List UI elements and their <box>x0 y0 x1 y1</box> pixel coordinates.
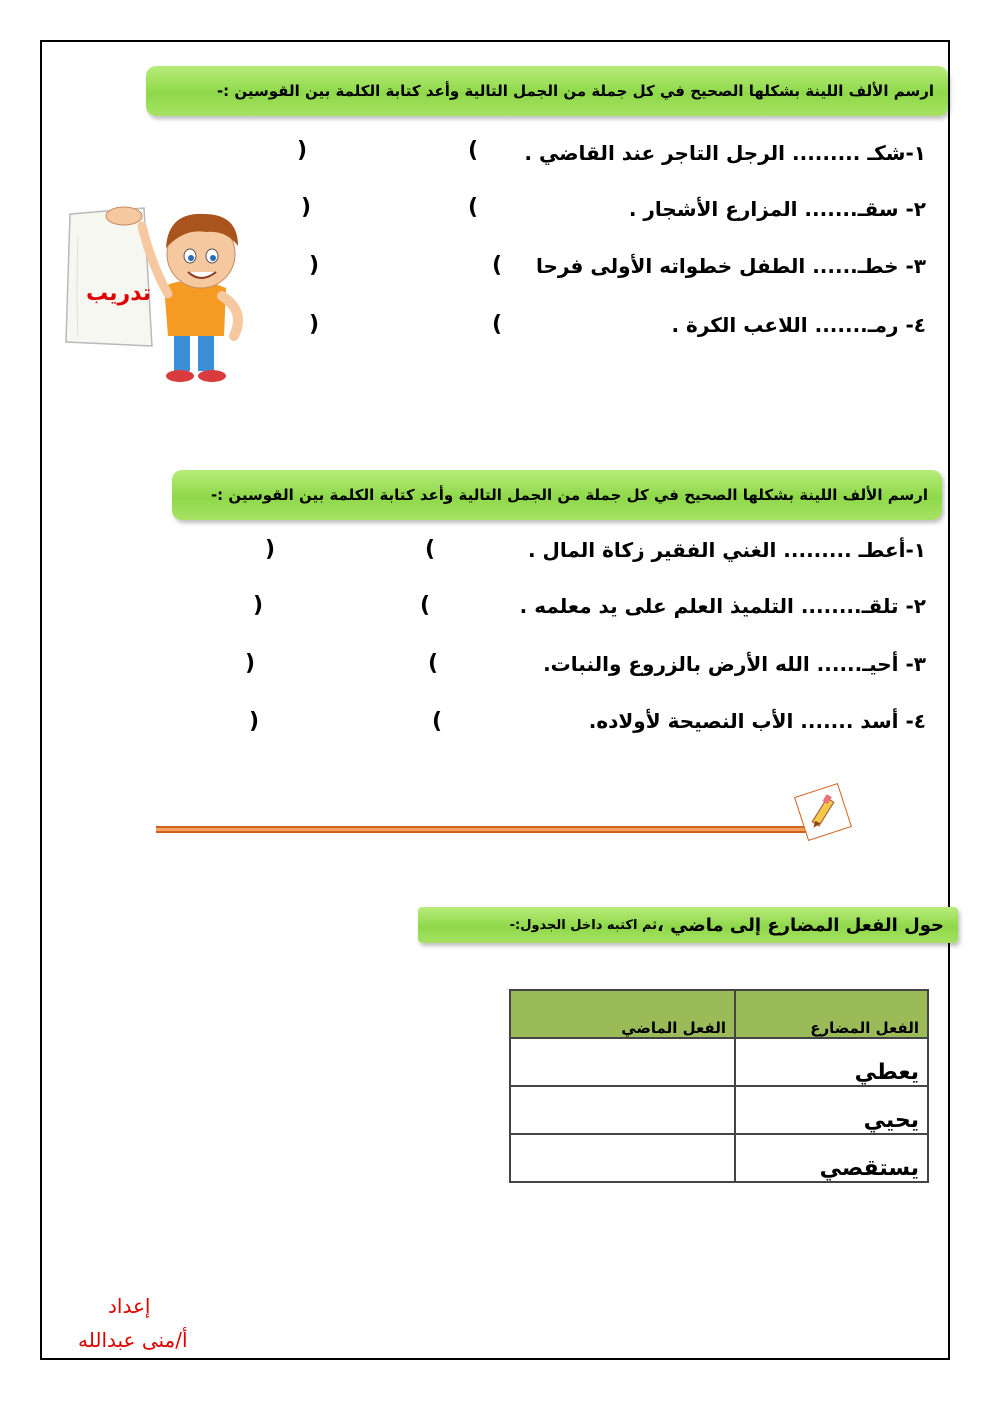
past-verb-answer-cell[interactable] <box>510 1086 735 1134</box>
instruction-banner-1 <box>146 66 948 116</box>
sentence-2-2: ٢- تلقـ........ التلميذ العلم على يد معلمه . <box>519 594 926 618</box>
paren-close-1-3: ) <box>309 253 320 278</box>
past-verb-answer-cell[interactable] <box>510 1134 735 1182</box>
paren-open-1-1: ( <box>468 138 479 163</box>
paren-close-1-2: ) <box>301 195 312 220</box>
present-verb-cell: يحيي <box>735 1086 928 1134</box>
section-divider <box>156 826 816 833</box>
header-past-verb: الفعل الماضي <box>510 990 735 1038</box>
sentence-2-3: ٣- أحيـ...... الله الأرض بالزروع والنبات. <box>543 652 926 676</box>
sentence-2-4: ٤- أسد ....... الأب النصيحة لأولاده. <box>588 709 926 733</box>
paren-close-2-4: ) <box>249 709 260 734</box>
paren-open-2-1: ( <box>425 537 436 562</box>
instruction-text-1: ارسم الألف اللينة بشكلها الصحيح في كل جملة من الجمل التالية وأعد كتابة الكلمة بين القوسين :- <box>216 82 934 100</box>
practice-badge: تدريب <box>86 281 152 306</box>
table-row <box>510 1038 928 1086</box>
paren-open-1-3: ( <box>492 253 503 278</box>
paren-open-2-2: ( <box>420 593 431 618</box>
table-header-row <box>510 990 928 1038</box>
author-name: أ/منى عبدالله <box>78 1328 188 1352</box>
paren-close-1-1: ) <box>297 138 308 163</box>
instruction-banner-3 <box>418 907 958 943</box>
sentence-1-3: ٣- خطـ...... الطفل خطواته الأولى فرحا <box>535 254 926 278</box>
paren-close-1-4: ) <box>309 312 320 337</box>
paren-open-2-4: ( <box>432 709 443 734</box>
present-verb-cell: يستقصي <box>735 1134 928 1182</box>
instruction-main-text: حول الفعل المضارع إلى ماضي ، <box>657 914 944 936</box>
verbs-table <box>509 989 929 1183</box>
sentence-1-4: ٤- رمـ....... اللاعب الكرة . <box>671 313 926 337</box>
table-row <box>510 1086 928 1134</box>
past-verb-answer-cell[interactable] <box>510 1038 735 1086</box>
sentence-2-1: ١-أعطـ ......... الغني الفقير زكاة المال . <box>527 538 926 562</box>
sentence-1-2: ٢- سقـ....... المزارع الأشجار . <box>628 197 926 221</box>
paren-close-2-2: ) <box>253 593 264 618</box>
prepared-by-label: إعداد <box>108 1294 151 1318</box>
paren-open-2-3: ( <box>428 651 439 676</box>
instruction-text-2: ارسم الألف اللينة بشكلها الصحيح في كل جملة من الجمل التالية وأعد كتابة الكلمة بين القوسين :- <box>210 486 928 504</box>
instruction-banner-2 <box>172 470 942 520</box>
instruction-small-text: ثم اكتبه داخل الجدول:- <box>509 917 658 933</box>
sentence-1-1: ١-شكـ ......... الرجل التاجر عند القاضي . <box>524 141 926 165</box>
present-verb-cell: يعطي <box>735 1038 928 1086</box>
paren-open-1-2: ( <box>468 195 479 220</box>
paren-open-1-4: ( <box>492 312 503 337</box>
paren-close-2-1: ) <box>265 537 276 562</box>
header-present-verb: الفعل المضارع <box>735 990 928 1038</box>
table-row <box>510 1134 928 1182</box>
paren-close-2-3: ) <box>245 651 256 676</box>
